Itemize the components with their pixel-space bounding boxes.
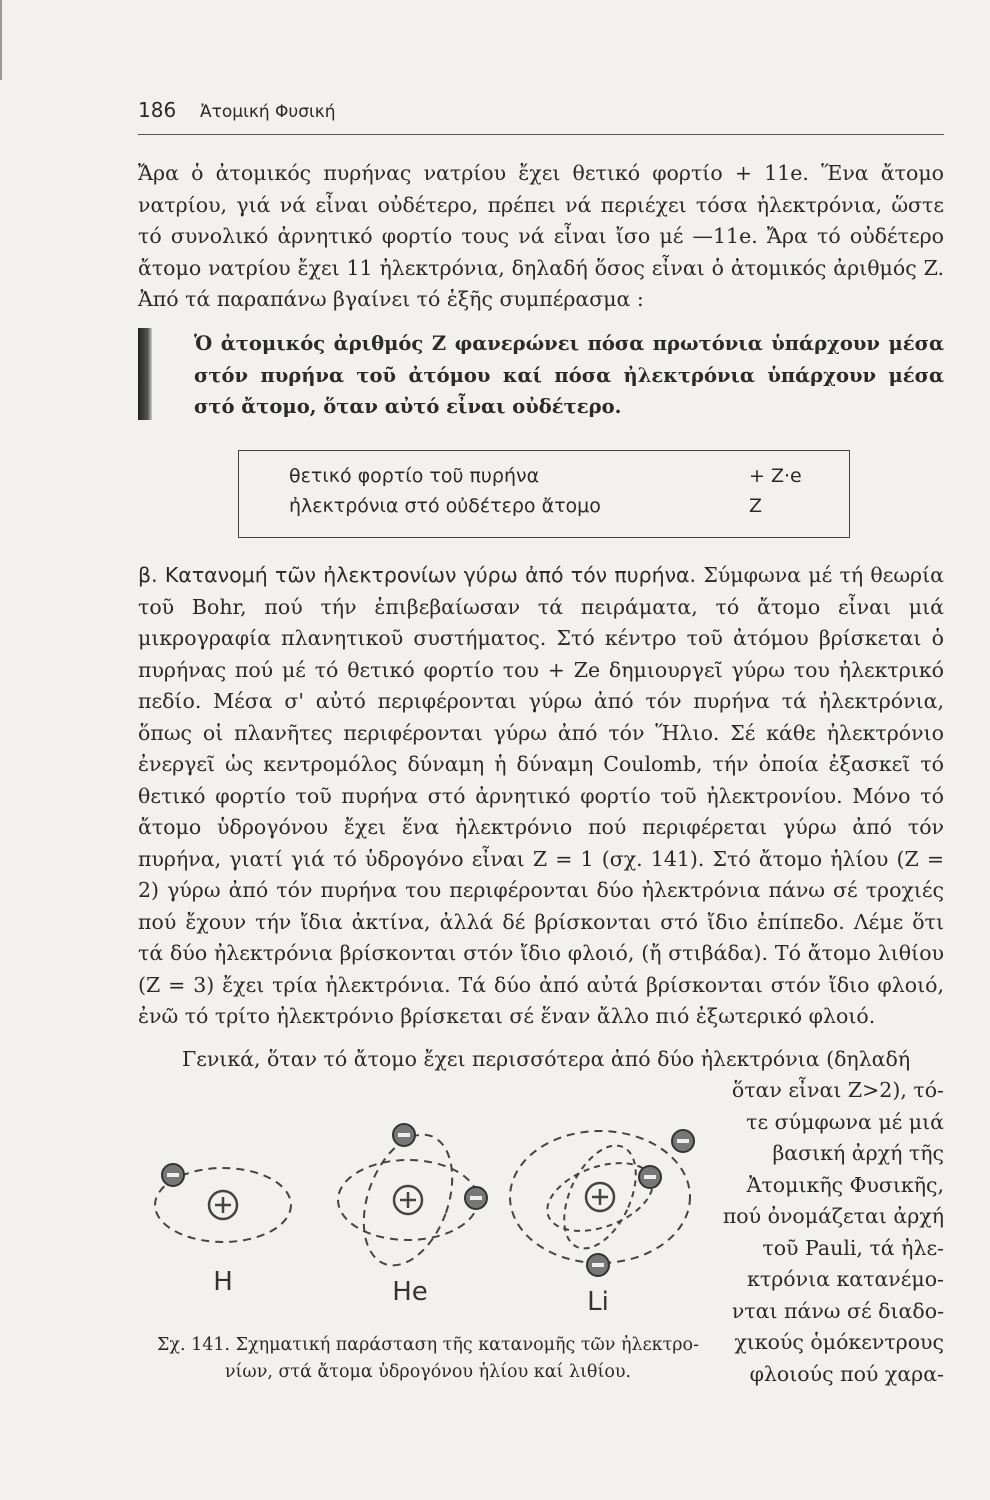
page-header [138, 98, 944, 135]
electron-icon [465, 1187, 487, 1209]
electron-icon [162, 1164, 184, 1186]
intro-paragraph [138, 158, 944, 316]
column-line: χικούς ὁμόκεντρους [734, 1330, 944, 1354]
electron-icon [639, 1166, 661, 1188]
intro-text: Ἄρα ὁ ἀτομικός πυρήνας νατρίου ἔχει θετικό φορτίο + 11e. Ἕνα ἄτομο νατρίου, γιά νά εἶναι οὐδέτερο, πρέπει νά περιέχει τόσα ἠλεκτρόνια, ὥστε τό συνολικό ἀρνητικό φορτίο τους νά εἶναι ἴσο μέ —11e. Ἄρα τό οὐδέτερο ἄτομο νατρίου ἔχει 11 ἠλεκτρόνια, δηλαδή ὅσος εἶναι ὁ ἀτομικός ἀριθμός Z. Ἀπό τά παραπάνω βγαίνει τό ἑξῆς συμπέρασμα : [138, 161, 944, 311]
summary-value: Z [749, 495, 763, 517]
summary-label: ἠλεκτρόνια στό οὐδέτερο ἄτομο [289, 495, 601, 517]
general-text: Γενικά, ὅταν τό ἄτομο ἔχει περισσότερα ἀπό δύο ἠλεκτρόνια (δηλαδή [182, 1047, 911, 1071]
atom-label-he: He [392, 1277, 428, 1307]
summary-row-charge [289, 465, 829, 493]
figure-caption [138, 1332, 718, 1386]
caption-line: Σχ. 141. Σχηματική παράσταση τῆς κατανομῆς τῶν ἠλεκτρο- [156, 1335, 699, 1355]
nucleus-icon [394, 1186, 422, 1214]
helium-atom [338, 1122, 487, 1307]
summary-box [238, 450, 850, 538]
hydrogen-atom [155, 1164, 291, 1297]
section-b-paragraph [138, 560, 944, 1033]
column-line: νται πάνω σέ διαδο- [731, 1298, 944, 1323]
column-line: ὅταν εἶναι Z>2), τό- [731, 1078, 944, 1102]
page-number: 186 [138, 98, 177, 122]
column-line: βασική ἀρχή τῆς [772, 1141, 944, 1165]
caption-line: νίων, στά ἄτομα ὑδρογόνου ἡλίου καί λιθίου. [224, 1362, 632, 1382]
electron-icon [672, 1130, 694, 1152]
right-column-text [722, 1075, 944, 1390]
running-title: Ἀτομική Φυσική [200, 102, 336, 122]
column-line: Ἀτομικῆς Φυσικῆς, [746, 1172, 944, 1197]
column-line: πού ὀνομάζεται ἀρχή [722, 1204, 944, 1228]
nucleus-icon [586, 1183, 614, 1211]
column-line: τοῦ Pauli, τά ἠλε- [762, 1235, 944, 1260]
column-line: κτρόνια κατανέμο- [747, 1267, 944, 1291]
page-edge-mark [0, 0, 10, 80]
key-statement-text: Ὁ ἀτομικός ἀριθμός Z φανερώνει πόσα πρωτόνια ὑπάρχουν μέσα στόν πυρήνα τοῦ ἀτόμου καί πόσα ἠλεκτρόνια ὑπάρχουν μέσα στό ἄτομο, ὅταν αὐτό εἶναι οὐδέτερο. [194, 332, 944, 418]
nucleus-icon [209, 1191, 237, 1219]
general-line [138, 1044, 944, 1076]
column-line: τε σύμφωνα μέ μιά [746, 1109, 944, 1134]
highlight-bar [138, 328, 152, 420]
summary-row-electrons [289, 495, 829, 523]
atom-label-li: Li [587, 1287, 609, 1317]
column-line: φλοιούς πού χαρα- [749, 1361, 944, 1386]
section-heading: β. Κατανομή τῶν ἠλεκτρονίων γύρω ἀπό τόν πυρήνα. [138, 563, 697, 587]
section-body: Σύμφωνα μέ τή θεωρία τοῦ Bohr, πού τήν ἐπιβεβαίωσαν τά πειράματα, τό ἄτομο εἶναι μιά μικρογραφία πλανητικοῦ συστήματος. Στό κέντρο τοῦ ἀτόμου βρίσκεται ὁ πυρήνας πού μέ τό θετικό φορτίο του + Ze δημιουργεῖ γύρω του ἠλεκτρικό πεδίο. Μέσα σ' αὐτό περιφέρονται γύρω ἀπό τόν πυρήνα τά ἠλεκτρόνια, ὅπως οἱ πλανῆτες περιφέρονται γύρω ἀπό τόν Ἥλιο. Σέ κάθε ἠλεκτρόνιο ἐνεργεῖ ὡς κεντρομόλος δύναμη ἡ δύναμη Coulomb, τήν ὁποία ἐξασκεῖ τό θετικό φορτίο τοῦ πυρήνα στό ἀρνητικό φορτίο τοῦ ἠλεκτρονίου. Μόνο τό ἄτομο ὑδρογόνου ἔχει ἕνα ἠλεκτρόνιο πού περιφέρεται γύρω ἀπό τόν πυρήνα, γιατί γιά τό ὑδρογόνο εἶναι Z = 1 (σχ. 141). Στό ἄτομο ἡλίου (Z = 2) γύρω ἀπό τόν πυρήνα του περιφέρονται δύο ἠλεκτρόνια πάνω σέ τροχιές πού ἔχουν τήν ἴδια ἀκτίνα, ἀλλά δέ βρίσκονται στό ἴδιο ἐπίπεδο. Λέμε ὅτι τά δύο ἠλεκτρόνια βρίσκονται στόν ἴδιο φλοιό, (ἤ στιβάδα). Τό ἄτομο λιθίου (Z = 3) ἔχει τρία ἠλεκτρόνια. Τά δύο ἀπό αὐτά βρίσκονται στόν ἴδιο φλοιό, ἐνῶ τό τρίτο ἠλεκτρόνιο βρίσκεται σέ ἕναν ἄλλο πιό ἐξωτερικό φλοιό. [138, 563, 944, 1028]
atom-diagram [138, 1105, 718, 1335]
lithium-atom [510, 1130, 694, 1317]
atom-label-h: H [213, 1267, 233, 1297]
summary-value: + Z·e [749, 465, 802, 487]
electron-icon [393, 1124, 415, 1146]
summary-label: θετικό φορτίο τοῦ πυρήνα [289, 465, 540, 487]
electron-icon [587, 1254, 609, 1276]
